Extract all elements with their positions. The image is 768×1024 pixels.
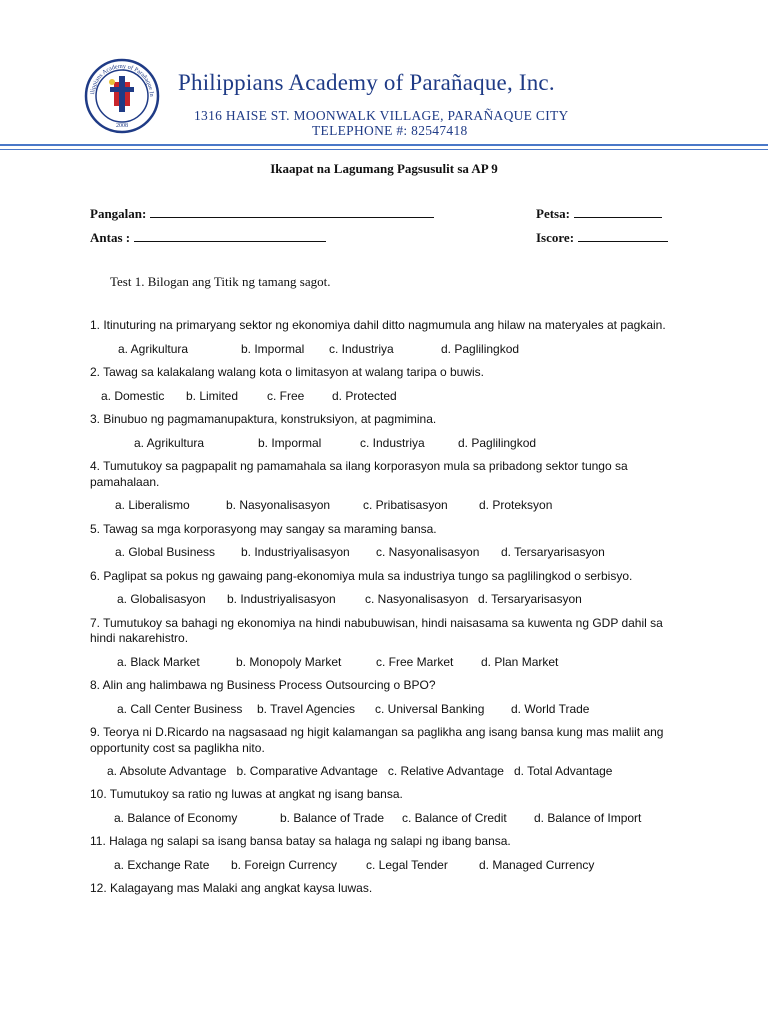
choice-option[interactable]: c. Nasyonalisasyon (376, 545, 480, 559)
choice-option[interactable]: d. Managed Currency (479, 857, 595, 872)
section-blank[interactable] (134, 229, 326, 242)
test-instruction: Test 1. Bilogan ang Titik ng tamang sagot. (110, 274, 331, 289)
name-field (90, 205, 434, 222)
question-text: 12. Kalagayang mas Malaki ang angkat kaysa luwas. (90, 881, 373, 895)
choice-option[interactable]: b. Impormal (258, 435, 322, 450)
choice-option[interactable]: b. Balance of Trade (280, 810, 385, 825)
header-rule (0, 144, 768, 146)
choice-option[interactable]: d. Proteksyon (479, 498, 553, 512)
question-text: 6. Paglipat sa pokus ng gawaing pang-ekonomiya mula sa industriya tungo sa paglilingkod o serbisyo. (90, 568, 633, 583)
choice-row (90, 436, 680, 452)
question-text: 8. Alin ang halimbawa ng Business Process Outsourcing o BPO? (90, 678, 436, 692)
choice-option[interactable]: b. Impormal (241, 341, 305, 356)
question-text: 7. Tumutukoy sa bahagi ng ekonomiya na hindi nabubuwisan, hindi naisasama sa kuwenta ng GDP dahil sa hindi nakarehistro. (90, 615, 663, 645)
choice-option[interactable]: d. Total Advantage (513, 764, 613, 778)
choice-option[interactable]: a. Balance of Economy (114, 810, 238, 825)
choice-option[interactable]: c. Industriya (360, 435, 425, 450)
seal-year: 2008 (116, 123, 128, 129)
choice-option[interactable]: c. Balance of Credit (402, 810, 507, 825)
choice-row (90, 858, 680, 874)
score-label: Iscore: (536, 230, 575, 245)
letterhead (0, 0, 768, 150)
choice-option[interactable]: b. Limited (186, 388, 239, 403)
choice-option[interactable]: a. Black Market (117, 654, 200, 669)
date-blank[interactable] (574, 205, 662, 218)
choice-option[interactable]: d. Tersaryarisasyon (501, 545, 605, 559)
choice-option[interactable]: b. Comparative Advantage (236, 764, 378, 778)
question-item (90, 569, 680, 608)
choice-option[interactable]: c. Pribatisasyon (363, 498, 448, 512)
choice-option[interactable]: c. Legal Tender (366, 857, 448, 872)
seal-text: ilippians Academy of Parañaque In (89, 62, 156, 97)
choice-option[interactable]: c. Universal Banking (375, 701, 485, 716)
choice-option[interactable]: a. Call Center Business (117, 701, 243, 716)
question-item (90, 318, 680, 357)
choice-option[interactable]: c. Relative Advantage (387, 764, 504, 778)
choice-option[interactable]: d. Paglilingkod (441, 341, 520, 356)
choice-option[interactable]: a. Agrikultura (134, 435, 205, 450)
choice-option[interactable]: b. Foreign Currency (231, 857, 338, 872)
school-address: 1316 HAISE ST. MOONWALK VILLAGE, PARAÑAQUE CITY (194, 108, 569, 123)
school-name: Philippians Academy of Parañaque, Inc. (178, 70, 555, 95)
section-field (90, 229, 326, 246)
question-text: 11. Halaga ng salapi sa isang bansa batay sa halaga ng salapi ng ibang bansa. (90, 834, 511, 848)
score-blank[interactable] (578, 229, 668, 242)
choice-option[interactable]: d. World Trade (511, 701, 590, 716)
choice-option[interactable]: c. Free Market (376, 654, 454, 669)
question-item (90, 678, 680, 717)
choice-option[interactable]: d. Tersaryarisasyon (478, 592, 582, 606)
choice-row (90, 545, 680, 561)
choice-option[interactable]: d. Balance of Import (534, 810, 642, 825)
question-item (90, 616, 680, 671)
choice-row (90, 702, 680, 718)
question-text: 3. Binubuo ng pagmamanupaktura, konstruksiyon, at pagmimina. (90, 412, 437, 426)
choice-option[interactable]: a. Absolute Advantage (107, 764, 227, 778)
choice-option[interactable]: a. Global Business (115, 545, 216, 559)
choice-option[interactable]: d. Paglilingkod (458, 435, 537, 450)
choice-option[interactable]: b. Nasyonalisasyon (226, 498, 331, 512)
question-text: 2. Tawag sa kalakalang walang kota o limitasyon at walang taripa o buwis. (90, 365, 485, 379)
choice-option[interactable]: c. Industriya (329, 341, 394, 356)
question-item (90, 834, 680, 873)
question-item (90, 365, 680, 404)
question-text: 10. Tumutukoy sa ratio ng luwas at angkat ng isang bansa. (90, 787, 403, 801)
choice-row (90, 592, 680, 608)
score-field (536, 229, 668, 246)
question-item (90, 459, 680, 514)
choice-row (90, 342, 680, 358)
choice-row (90, 498, 680, 514)
name-blank[interactable] (150, 205, 434, 218)
choice-option[interactable]: a. Liberalismo (115, 498, 190, 512)
choice-row (90, 764, 680, 779)
choice-option[interactable]: b. Monopoly Market (236, 654, 342, 669)
choice-option[interactable]: a. Agrikultura (118, 341, 189, 356)
question-text: 5. Tawag sa mga korporasyong may sangay sa maraming bansa. (90, 521, 437, 536)
question-list (90, 318, 680, 905)
choice-option[interactable]: b. Industriyalisasyon (241, 545, 350, 559)
question-item (90, 787, 680, 826)
question-text: 4. Tumutukoy sa pagpapalit ng pamamahala sa ilang korporasyon mula sa pribadong sektor tungo sa pamahalaan. (90, 459, 628, 489)
name-label: Pangalan: (90, 206, 147, 221)
choice-option[interactable]: c. Free (267, 388, 305, 403)
header-rule-thin (0, 149, 768, 150)
choice-row (90, 655, 680, 671)
choice-option[interactable]: b. Industriyalisasyon (227, 592, 336, 606)
choice-option[interactable]: a. Exchange Rate (114, 857, 210, 872)
question-item (90, 725, 680, 779)
school-seal-icon (84, 58, 160, 134)
choice-option[interactable]: b. Travel Agencies (257, 701, 356, 716)
choice-option[interactable]: a. Domestic (101, 388, 165, 403)
choice-row (90, 811, 680, 827)
question-item (90, 412, 680, 451)
date-field (536, 205, 662, 222)
choice-option[interactable]: d. Protected (332, 388, 397, 403)
school-telephone: TELEPHONE #: 82547418 (312, 123, 468, 138)
question-item (90, 522, 680, 561)
choice-option[interactable]: d. Plan Market (481, 654, 559, 669)
question-text: 1. Itinuturing na primaryang sektor ng ekonomiya dahil ditto nagmumula ang hilaw na materyales at pagkain. (90, 318, 666, 332)
date-label: Petsa: (536, 206, 570, 221)
section-label: Antas : (90, 230, 131, 245)
question-text: 9. Teorya ni D.Ricardo na nagsasaad ng higit kalamangan sa paglikha ang isang bansa kung mas maliit ang opportunity cost sa paglikha nito. (90, 725, 664, 755)
question-item (90, 881, 680, 897)
choice-row (90, 389, 680, 405)
choice-option[interactable]: a. Globalisasyon (117, 592, 206, 606)
choice-option[interactable]: c. Nasyonalisasyon (365, 592, 469, 606)
exam-title: Ikaapat na Lagumang Pagsusulit sa AP 9 (270, 161, 498, 176)
